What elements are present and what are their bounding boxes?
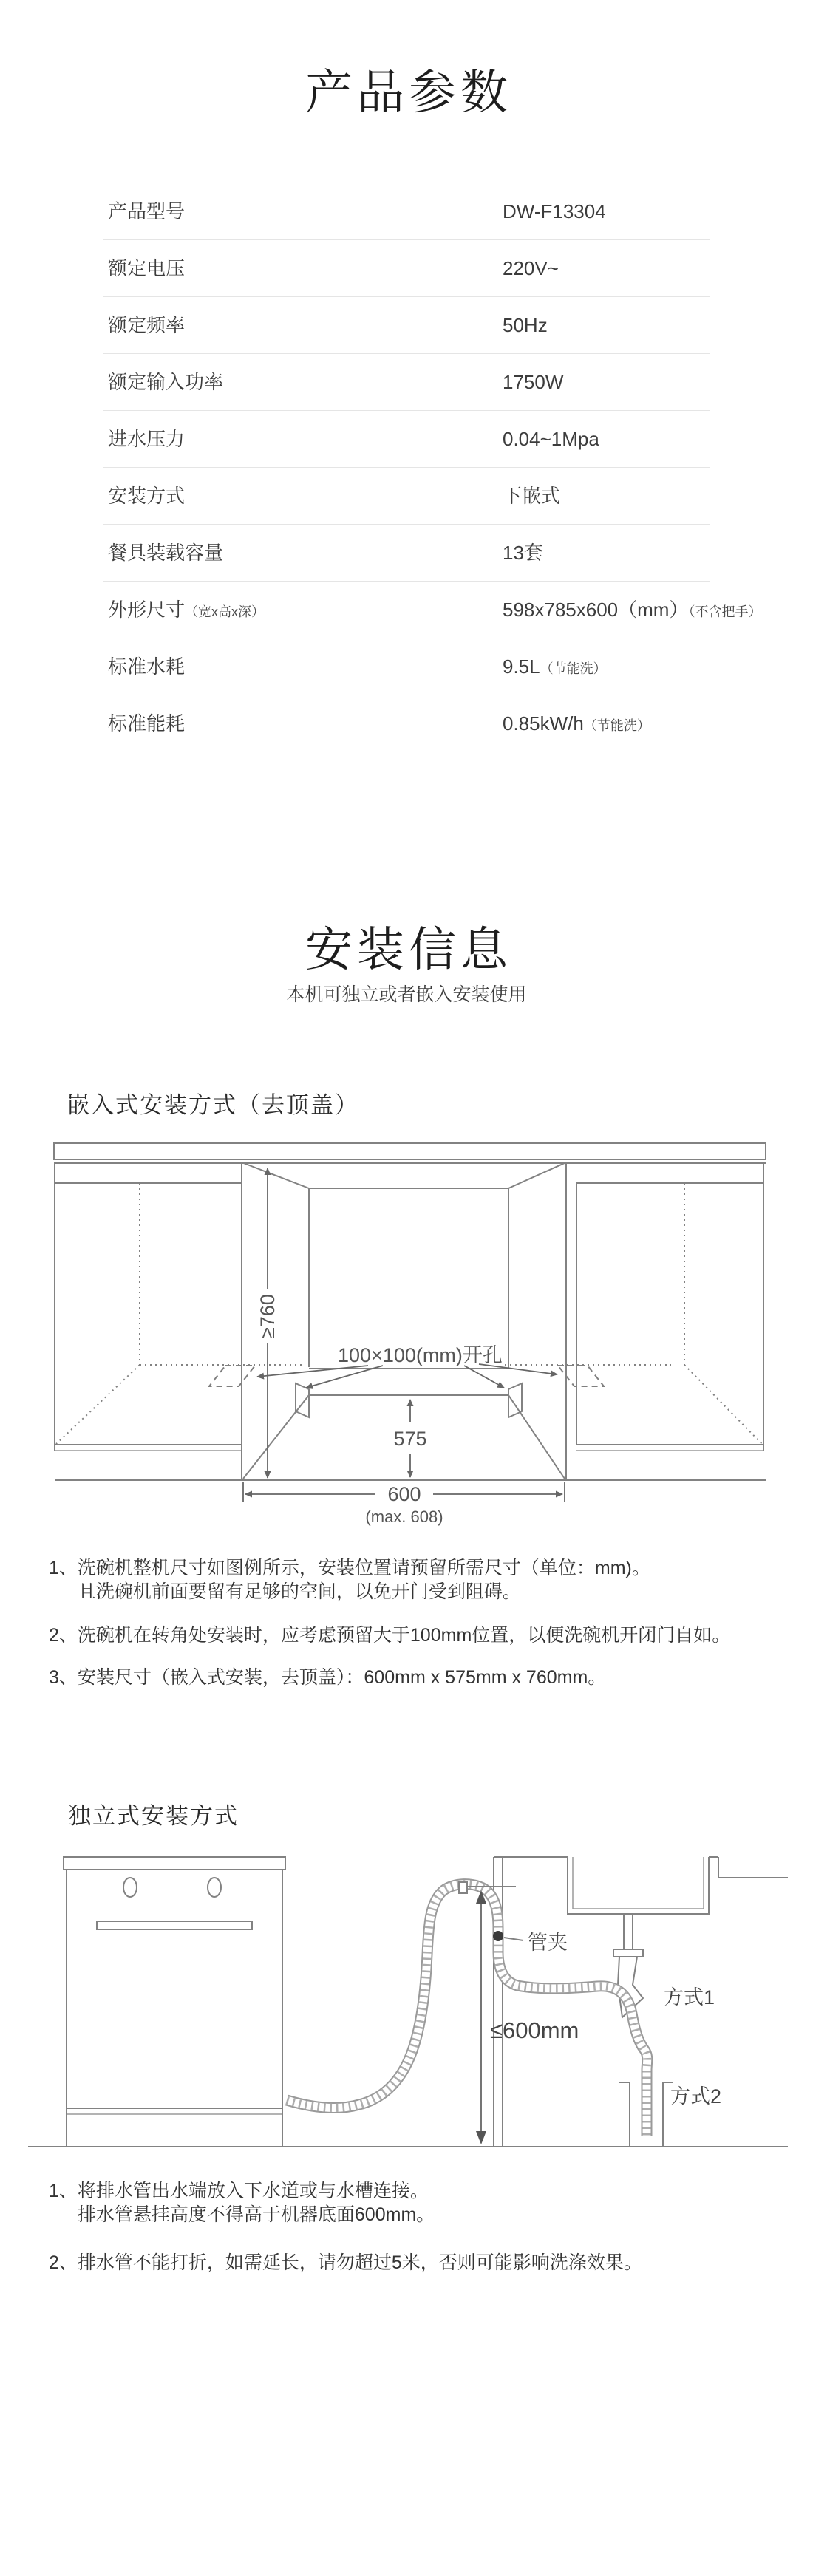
width-dimension-label: 600 [387,1483,421,1505]
note-line: 洗碗机整机尺寸如图例所示，安装位置请预留所需尺寸（单位：mm)。 [77,1558,650,1578]
builtin-install-heading: 嵌入式安装方式（去顶盖） [67,1092,359,1118]
dimension-width [243,1482,565,1526]
spec-label: 产品型号 [108,200,186,222]
freestanding-note-1 [49,2179,435,2226]
height-dimension-label: ≥760 [256,1294,279,1338]
control-knob [208,1878,221,1897]
note-line: 洗碗机在转角处安装时，应考虑预留大于100mm位置，以便洗碗机开闭门自如。 [77,1625,731,1646]
product-params-title: 产品参数 [305,66,512,119]
spec-label: 外形尺寸 [108,599,186,621]
spec-table [103,183,762,752]
method2-label: 方式2 [670,2085,722,2108]
dimension-depth [393,1400,426,1477]
builtin-note-3 [49,1666,606,1689]
spec-label: 餐具装载容量 [108,542,224,564]
spec-value: 13套 [503,542,543,564]
door-handle [97,1921,252,1929]
table-row [103,638,710,695]
spec-value: 598x785x600（mm） [503,599,689,621]
note-line: 将排水管出水端放入下水道或与水槽连接。 [77,2181,429,2201]
table-row [103,582,762,638]
builtin-note-1 [49,1556,650,1604]
sink-cabinet [494,1857,788,2147]
height-limit-dimension [467,1887,579,2144]
dishwasher [64,1857,285,2147]
control-knob [123,1878,137,1897]
spec-value: DW-F13304 [503,200,606,222]
left-cabinet [55,1163,255,1451]
spec-label: 额定电压 [108,257,186,279]
spec-value: 220V~ [503,257,559,279]
table-row [103,297,710,354]
countertop [54,1143,766,1163]
method1-label: 方式1 [664,1986,715,2008]
dimension-height [256,1168,279,1478]
note-line: 且洗碗机前面要留有足够的空间，以免开门受到阻碍。 [77,1581,521,1602]
note-number: 2、 [49,2252,78,2273]
note-number: 1、 [49,1558,78,1578]
note-number: 3、 [49,1667,78,1688]
width-max-label: (max. 608) [365,1507,443,1526]
builtin-note-2 [49,1623,730,1647]
note-number: 1、 [49,2181,78,2201]
install-info-title: 安装信息 [305,923,512,976]
install-info-subtitle: 本机可独立或者嵌入安装使用 [286,984,527,1005]
opening-label: 100×100(mm)开孔 [338,1344,503,1366]
table-row [103,525,710,582]
note-line: 排水管不能打折，如需延长，请勿超过5米，否则可能影响洗涤效果。 [77,2252,642,2273]
spec-label: 安装方式 [108,485,186,507]
spec-label: 标准能耗 [108,712,186,735]
table-row [103,183,710,240]
hose-clamp [459,1882,568,1954]
spec-value-note: （节能洗） [540,661,607,676]
table-row [103,240,710,297]
spec-value-note: （不含把手） [688,604,762,619]
spec-value: 1750W [503,371,564,393]
spec-value: 0.04~1Mpa [503,428,599,450]
spec-value-note: （节能洗） [583,718,650,733]
spec-label: 进水压力 [108,428,186,450]
spec-label: 额定频率 [108,314,186,336]
spec-label: 额定输入功率 [108,371,224,393]
spec-label: 标准水耗 [108,655,186,678]
depth-dimension-label: 575 [393,1428,427,1450]
note-number: 2、 [49,1625,78,1646]
freestanding-install-diagram [22,1840,791,2150]
left-side-wall-cut [296,1383,309,1417]
left-opening-dashed [209,1366,255,1386]
spec-label-note: （宽x高x深） [185,604,265,619]
spec-value: 50Hz [503,314,548,336]
freestanding-note-2 [49,2251,642,2275]
freestanding-install-heading: 独立式安装方式 [68,1803,239,1829]
note-line: 安装尺寸（嵌入式安装，去顶盖）：600mm x 575mm x 760mm。 [77,1667,607,1688]
table-row [103,468,710,525]
right-cabinet [558,1163,763,1451]
clamp-dot [493,1931,503,1941]
builtin-install-diagram [22,1138,791,1530]
table-row [103,411,710,468]
table-row [103,354,710,411]
note-line: 排水管悬挂高度不得高于机器底面600mm。 [77,2204,435,2225]
spec-value: 0.85kW/h [503,712,584,735]
spec-value: 9.5L [503,655,540,678]
right-opening-dashed [558,1366,604,1386]
table-row [103,695,710,752]
height-limit-label: ≤600mm [490,2017,579,2043]
drain-hose [287,1884,647,2136]
clamp-label: 管夹 [528,1932,568,1954]
spec-value: 下嵌式 [503,485,561,507]
